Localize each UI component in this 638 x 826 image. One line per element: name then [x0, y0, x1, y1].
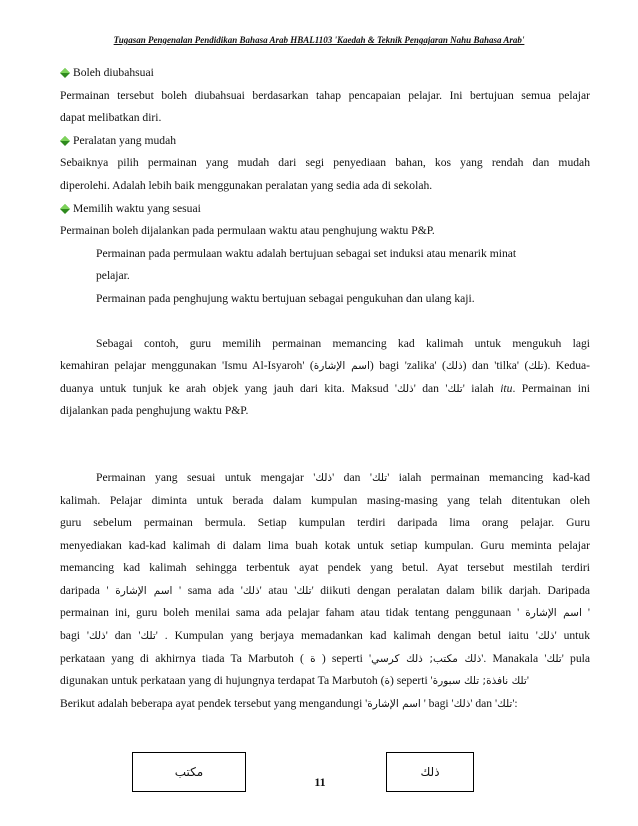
text-line: menyediakan kad-kad kalimah di dalam lima buah kotak untuk setiap kumpulan. Guru meminta pelajar — [60, 538, 590, 552]
text-line: Sebagai contoh, guru memilih permainan memancing kad kalimah untuk mengukuh lagi — [96, 336, 590, 350]
text-line: bagi 'ذلك' dan 'تلك' . Kumpulan yang berjaya memadankan kad kalimah dengan betul iaitu 'ذلك' untuk — [60, 629, 590, 643]
text-line: Sebaiknya pilih permainan yang mudah dari segi penyediaan bahan, kos yang rendah dan mudah — [60, 156, 590, 170]
text-line: Berikut adalah beberapa ayat pendek tersebut yang mengandungi 'اسم الإشارة ' bagi 'ذلك' dan 'تلك': — [60, 696, 518, 710]
word-card-maktab: مكتب — [132, 752, 246, 792]
bullet-memilih-waktu — [60, 198, 201, 221]
bullet-label: Memilih waktu yang sesuai — [73, 201, 201, 215]
text-line: kalimah. Pelajar diminta untuk berada dalam kumpulan masing-masing yang telah ditentukan oleh — [60, 493, 590, 507]
document-body — [60, 62, 590, 715]
bullet-label: Boleh diubahsuai — [73, 66, 154, 79]
text-line: Permainan pada permulaan waktu adalah bertujuan sebagai set induksi atau menarik minat — [96, 246, 517, 260]
text-line: memancing kad kalimah sehingga terbentuk ayat pendek yang betul. Ayat tersebut mestilah terdiri — [60, 561, 590, 575]
text-line: Permainan tersebut boleh diubahsuai berdasarkan tahap pencapaian pelajar. Ini bertujuan semua pelajar — [60, 88, 590, 102]
green-diamond-bullet-icon — [60, 136, 70, 146]
text-line: diperolehi. Adalah lebih baik menggunakan peralatan yang sedia ada di sekolah. — [60, 178, 433, 192]
text-line: Permainan boleh dijalankan pada permulaan waktu atau penghujung waktu P&P. — [60, 224, 435, 238]
bullet-label: Peralatan yang mudah — [73, 133, 177, 147]
text-line: dapat melibatkan diri. — [60, 111, 162, 125]
page-header: Tugasan Pengenalan Pendidikan Bahasa Arab HBAL1103 'Kaedah & Teknik Pengajaran Nahu Bahasa Arab' — [113, 35, 525, 45]
text-line: permainan ini, guru boleh menilai sama ada pelajar faham atau tidak tentang penggunaan ' اسم الإشارة ' — [60, 606, 590, 620]
word-card-dhalika: ذلك — [386, 752, 474, 792]
text-line: Permainan pada penghujung waktu bertujuan sebagai pengukuhan dan ulang kaji. — [96, 291, 475, 305]
text-line: guru sebelum permainan bermula. Setiap kumpulan terdiri daripada lima orang pelajar. Guru — [60, 516, 590, 530]
text-line: pelajar. — [96, 269, 130, 283]
text-line: daripada ' اسم الإشارة ' sama ada 'ذلك' atau 'تلك' diikuti dengan peralatan dalam bilik darjah. Daripada — [60, 583, 591, 597]
text-line: perkataan yang di akhirnya tiada Ta Marbutoh ( ة ) seperti 'ذلك مكتب; ذلك كرسي'. Manakala 'تلك' pula — [60, 651, 590, 665]
bullet-boleh-diubahsuai — [60, 62, 154, 85]
green-diamond-bullet-icon — [60, 204, 70, 214]
text-line: digunakan untuk perkataan yang di hujungnya terdapat Ta Marbutoh (ة) seperti 'تلك نافذة; تلك سبورة' — [60, 674, 529, 688]
text-line: kemahiran pelajar menggunakan 'Ismu Al-Isyaroh' (اسم الإشارة) bagi 'zalika' (ذلك) dan 'tilka' (تلك). Kedua- — [60, 359, 590, 373]
page-number: 11 — [314, 775, 326, 789]
text-line: dijalankan pada penghujung waktu P&P. — [60, 404, 249, 418]
text-line: duanya untuk tunjuk ke arah objek yang jauh dari kita. Maksud 'ذلك' dan 'تلك' ialah itu. Permainan ini — [60, 381, 590, 395]
bullet-peralatan-mudah — [60, 130, 176, 153]
green-diamond-bullet-icon — [60, 68, 70, 78]
text-line: Permainan yang sesuai untuk mengajar 'ذلك' dan 'تلك' ialah permainan memancing kad-kad — [96, 470, 591, 484]
